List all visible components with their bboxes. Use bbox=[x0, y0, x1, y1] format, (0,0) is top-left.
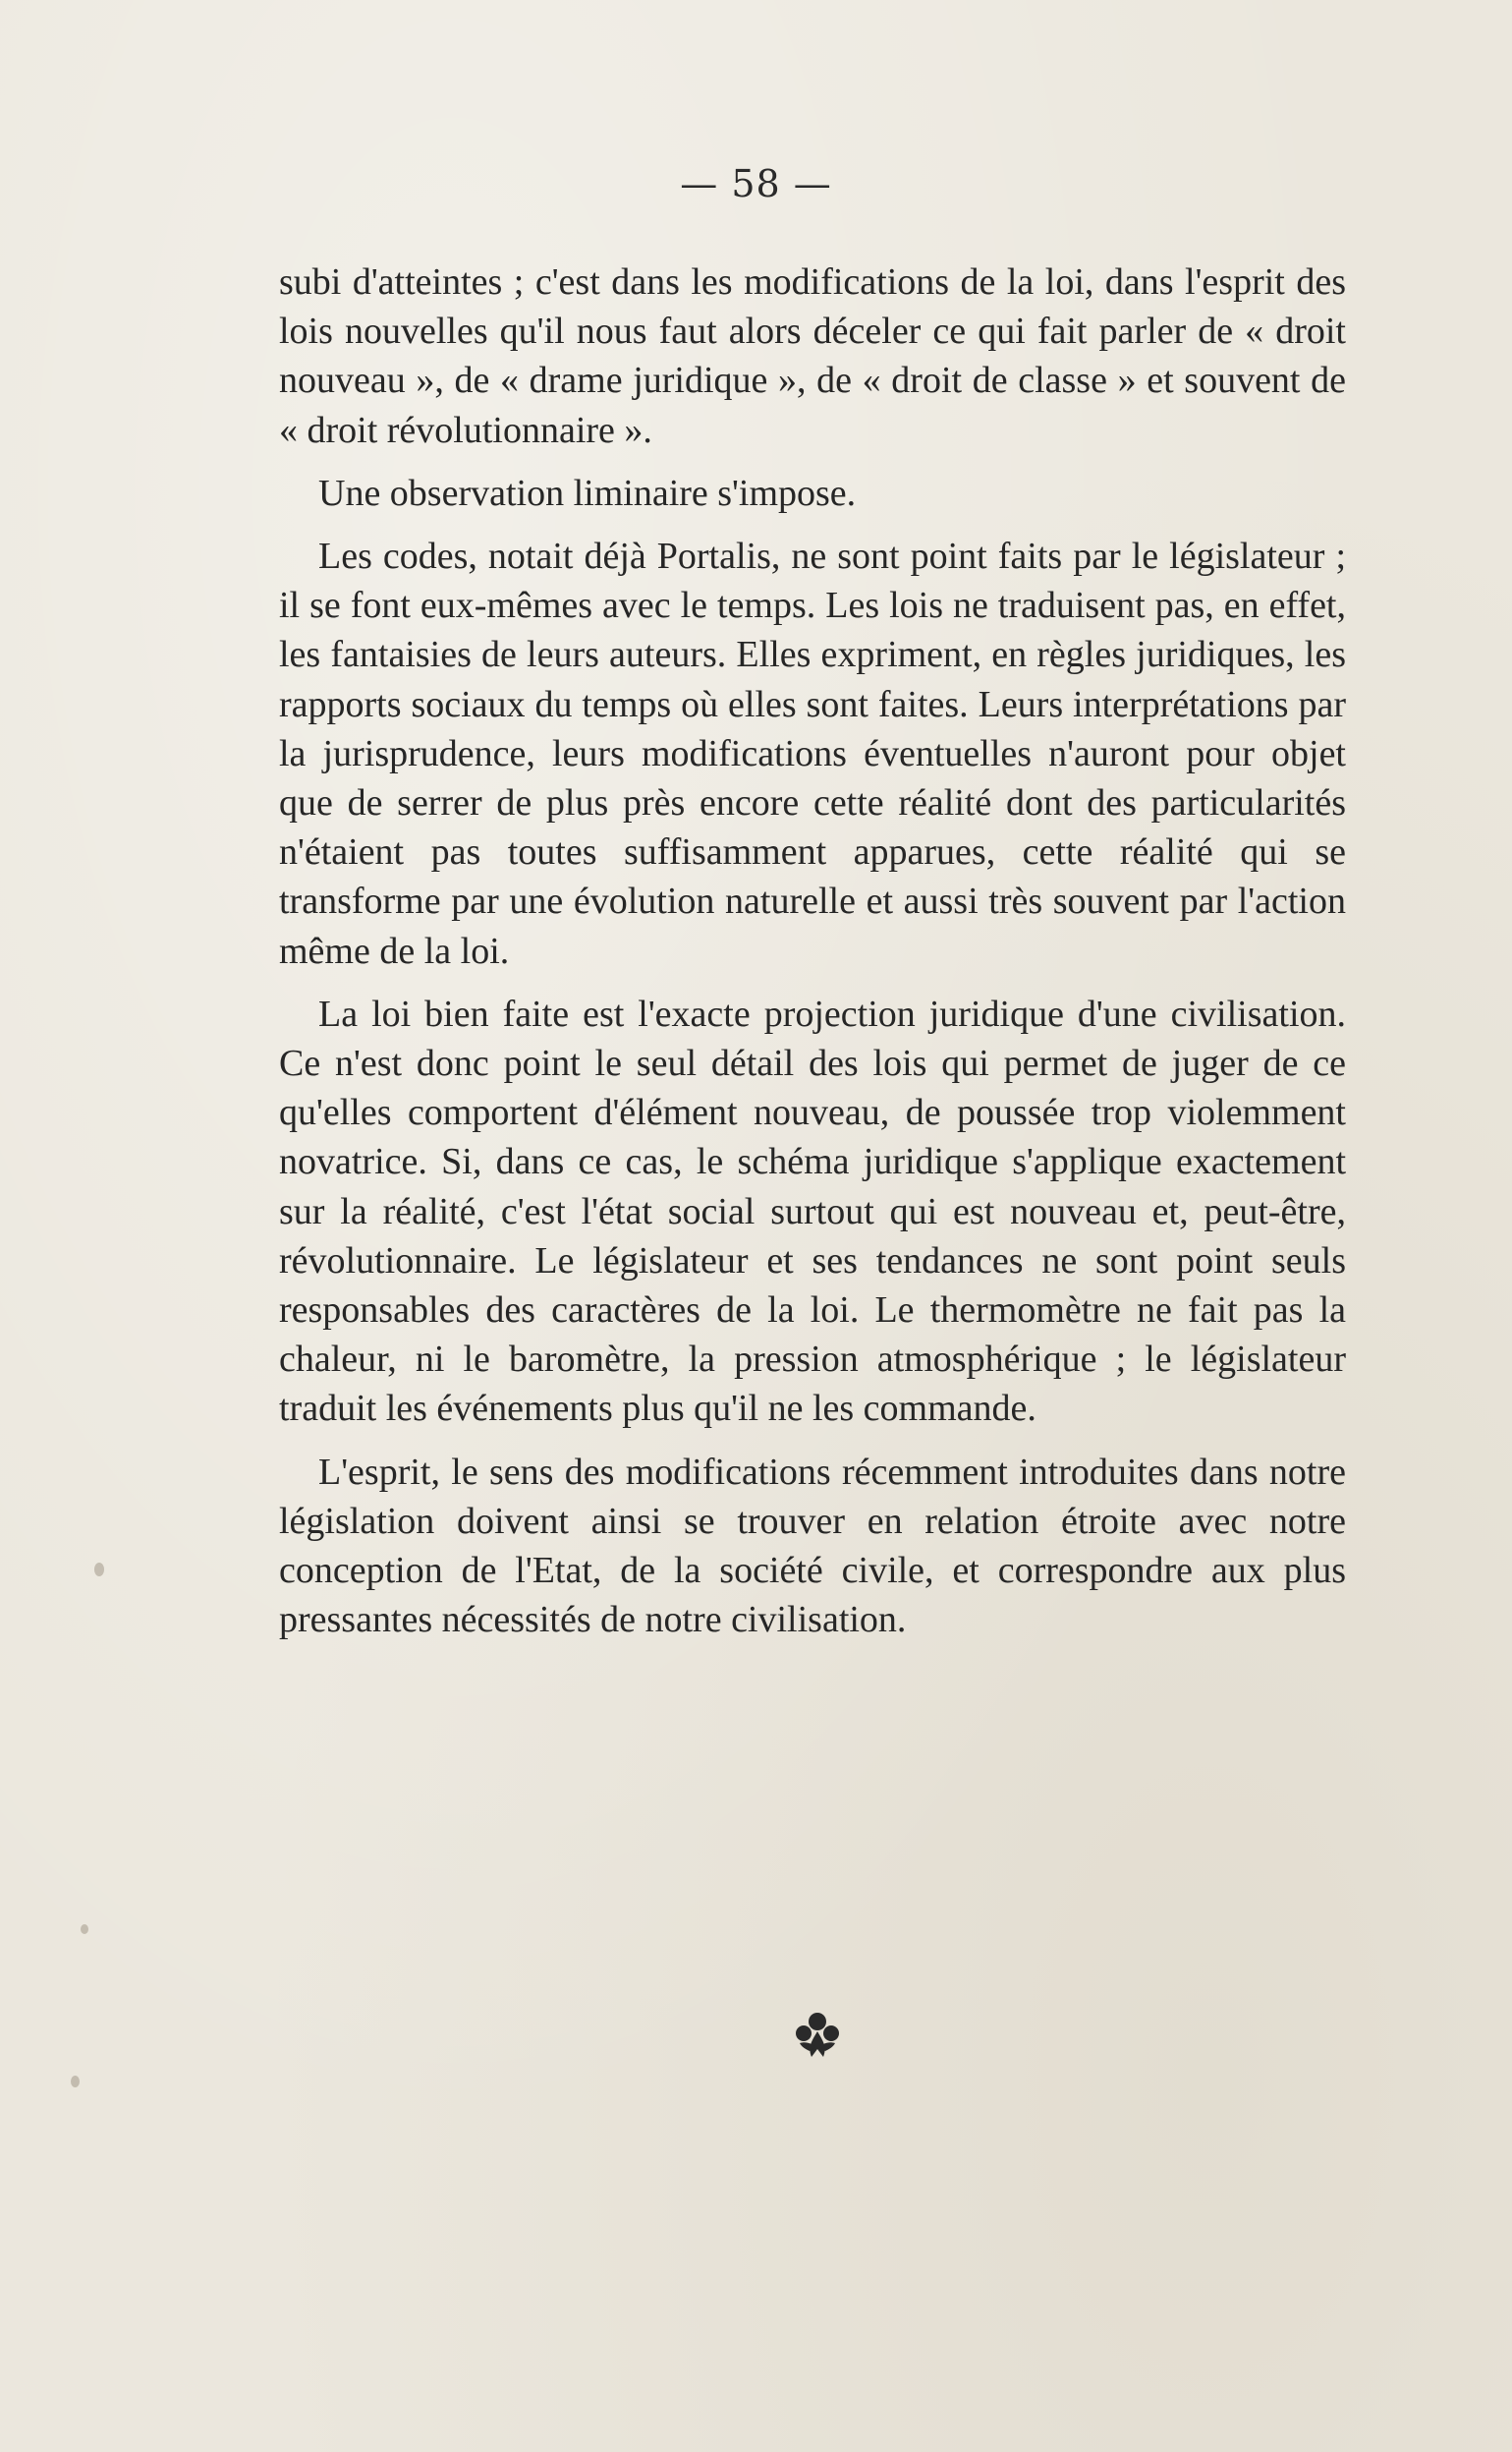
page-number: — 58 — bbox=[680, 162, 832, 205]
paper-stain bbox=[94, 1563, 104, 1576]
paragraph: Les codes, notait déjà Portalis, ne sont point faits par le législateur ; il se font eux-mêmes avec le temps. Les lois ne traduisent pas, en effet, les fantaisies de leurs auteurs. Elles expriment, en règles juridiques, les rapports sociaux du temps où elles sont faites. Leurs interprétations par la jurisprudence, leurs modifications éventuelles n'auront pour objet que de serrer de plus près encore cette réalité dont des particularités n'étaient pas toutes suffisamment apparues, cette réalité qui se transforme par une évolution naturelle et aussi très souvent par l'action même de la loi. bbox=[279, 536, 1346, 972]
paragraph-continuation: subi d'atteintes ; c'est dans les modifications de la loi, dans l'esprit des lois nouvelles qu'il nous faut alors déceler ce qui fait parler de « droit nouveau », de « drame juridique », de « droit de classe » et souvent de « droit révolutionnaire ». bbox=[279, 261, 1346, 451]
fleuron-icon bbox=[790, 2008, 845, 2063]
paper-stain bbox=[81, 1924, 88, 1934]
paper-stain bbox=[71, 2076, 80, 2087]
body-text bbox=[279, 257, 1346, 1644]
paragraph: L'esprit, le sens des modifications récemment introduites dans notre législation doivent ainsi se trouver en relation étroite avec notre conception de l'Etat, de la société civile, et correspondre aux plus pressantes nécessités de notre civilisation. bbox=[279, 1451, 1346, 1641]
paragraph: Une observation liminaire s'impose. bbox=[318, 472, 857, 514]
paragraph: La loi bien faite est l'exacte projection juridique d'une civilisation. Ce n'est donc point le seul détail des lois qui permet de juger de ce qu'elles comportent d'élément nouveau, de poussée trop violemment novatrice. Si, dans ce cas, le schéma juridique s'applique exactement sur la réalité, c'est l'état social surtout qui est nouveau et, peut-être, révolutionnaire. Le législateur et ses tendances ne sont point seuls responsables des caractères de la loi. Le thermomètre ne fait pas la chaleur, ni le baromètre, la pression atmosphérique ; le législateur traduit les événements plus qu'il ne les commande. bbox=[279, 993, 1346, 1430]
